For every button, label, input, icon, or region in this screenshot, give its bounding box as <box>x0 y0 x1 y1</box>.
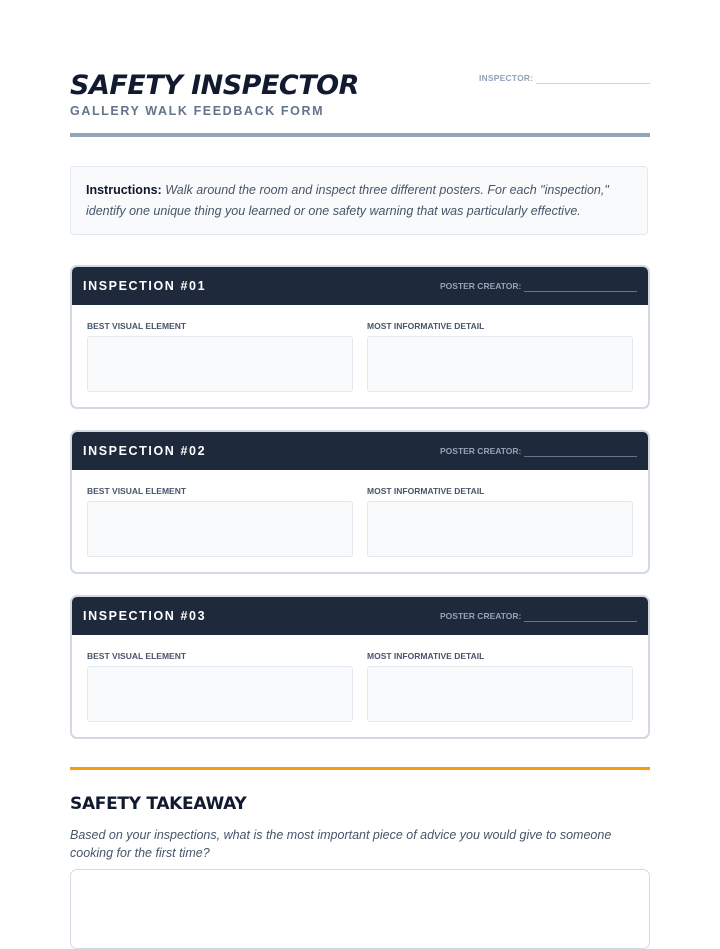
poster-creator-field[interactable] <box>524 621 637 622</box>
best-visual-field[interactable] <box>87 336 353 392</box>
best-visual-field[interactable] <box>87 666 353 722</box>
inspection-card-2 <box>70 430 650 574</box>
page-header <box>70 70 650 120</box>
takeaway-title: SAFETY TAKEAWAY <box>70 794 247 814</box>
informative-detail-field[interactable] <box>367 501 633 557</box>
best-visual-field[interactable] <box>87 501 353 557</box>
poster-creator-label: POSTER CREATOR: <box>440 446 522 456</box>
inspection-card-header <box>72 432 648 470</box>
header-divider <box>70 133 650 137</box>
inspection-card-header <box>72 267 648 305</box>
informative-detail-label: MOST INFORMATIVE DETAIL <box>367 486 485 496</box>
informative-detail-field[interactable] <box>367 336 633 392</box>
best-visual-label: BEST VISUAL ELEMENT <box>87 321 187 331</box>
best-visual-label: BEST VISUAL ELEMENT <box>87 651 187 661</box>
takeaway-answer-field[interactable] <box>70 869 650 949</box>
informative-detail-label: MOST INFORMATIVE DETAIL <box>367 651 485 661</box>
takeaway-divider <box>70 767 650 770</box>
inspection-title: INSPECTION #01 <box>83 279 207 293</box>
inspection-title: INSPECTION #03 <box>83 609 207 623</box>
poster-creator-label: POSTER CREATOR: <box>440 281 522 291</box>
instructions-text: Walk around the room and inspect three different posters. For each "inspection," identify one unique thing you learned or one safety warning that was particularly effective. <box>86 183 609 218</box>
inspector-label: INSPECTOR: <box>479 73 534 83</box>
poster-creator-field[interactable] <box>524 456 637 457</box>
best-visual-label: BEST VISUAL ELEMENT <box>87 486 187 496</box>
page-subtitle: GALLERY WALK FEEDBACK FORM <box>70 104 325 118</box>
inspection-card-3 <box>70 595 650 739</box>
page-title: SAFETY INSPECTOR <box>70 70 359 101</box>
inspection-card-header <box>72 597 648 635</box>
instructions-label: Instructions: <box>86 183 162 197</box>
inspection-title: INSPECTION #02 <box>83 444 207 458</box>
informative-detail-label: MOST INFORMATIVE DETAIL <box>367 321 485 331</box>
poster-creator-label: POSTER CREATOR: <box>440 611 522 621</box>
informative-detail-field[interactable] <box>367 666 633 722</box>
inspector-name-field[interactable] <box>536 83 650 84</box>
instructions-box <box>70 166 648 235</box>
inspection-card-1 <box>70 265 650 409</box>
poster-creator-field[interactable] <box>524 291 637 292</box>
takeaway-prompt: Based on your inspections, what is the most important piece of advice you would give to someone cooking for the first time? <box>70 828 612 860</box>
